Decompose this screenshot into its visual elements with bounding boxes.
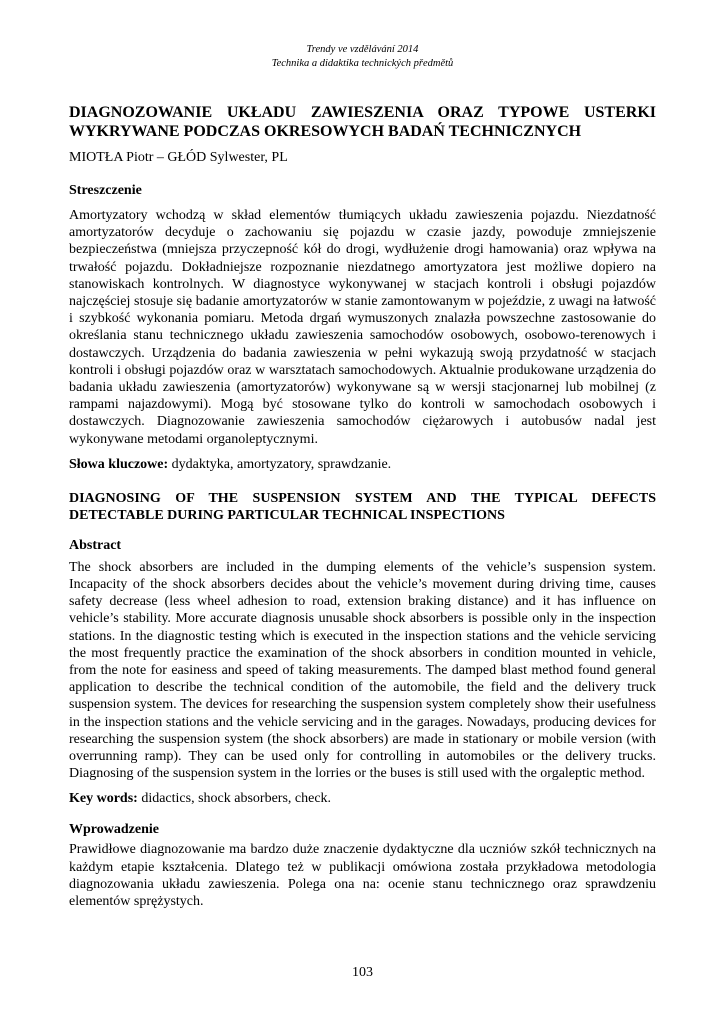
streszczenie-heading: Streszczenie <box>69 183 142 198</box>
intro-heading: Wprowadzenie <box>69 822 159 838</box>
keywords-polish-value: dydaktyka, amortyzatory, sprawdzanie. <box>168 456 392 472</box>
running-head <box>0 43 725 71</box>
abstract-heading: Abstract <box>69 537 122 553</box>
paper-title-polish: DIAGNOZOWANIE UKŁADU ZAWIESZENIA ORAZ TYPOWE USTERKI WYKRYWANE PODCZAS OKRESOWYCH BADAŃ TECHNICZNYCH <box>69 104 656 140</box>
abstract-text: The shock absorbers are included in the dumping elements of the vehicle’s suspension system. Incapacity of the shock absorbers decides about the vehicle’s movement during driving time, causes safety decrease (less wheel adhesion to road, extension braking distance) and it has influence on vehicle’s stability. More accurate diagnosis unusable shock absorbers is possible only in the inspection stations. In the diagnostic testing which is executed in the inspection stations and the vehicle servicing the most frequently practice the examination of the shock absorbers in condition mounted in vehicle, from the note for easiness and speed of taking measurements. The damped blast method found general application to describe the technical condition of the automobile, the field and the delivery truck suspension system. The devices for researching the suspension system completely show their usefulness in the inspection stations and the vehicle servicing and in the garages. Nowadays, producing devices for researching the suspension system (the shock absorbers) are made in stationary or mobile version (with overrunning ramp). They can be used only for controlling in automobiles or the delivery trucks. Diagnosing of the suspension system in the lorries or the buses is still used with the orgaleptic method. <box>69 559 656 782</box>
paper-title-english: DIAGNOSING OF THE SUSPENSION SYSTEM AND THE TYPICAL DEFECTS DETECTABLE DURING PARTICULAR TECHNICAL INSPECTIONS <box>69 490 656 524</box>
journal-name: Trendy ve vzdělávání 2014 <box>306 44 419 55</box>
authors: MIOTŁA Piotr – GŁÓD Sylwester, PL <box>69 150 288 165</box>
streszczenie-text: Amortyzatory wchodzą w skład elementów tłumiących układu zawieszenia pojazdu. Niezdatność amortyzatorów decyduje o zachowaniu się pojazdu w czasie jazdy, powoduje zmniejszenie bezpieczeństwa (mniejsza przyczepność kół do drogi, wydłużenie drogi hamowania) oraz wpływa na trwałość pojazdu. Dokładniejsze rozpoznanie niezdatnego amortyzatora jest możliwe dopiero na stanowiskach kontrolnych. W diagnostyce wykonywanej w stacjach kontroli i obsługi pojazdów najczęściej stosuje się badanie amortyzatorów w stanie zamontowanym w pojeździe, z uwagi na łatwość i szybkość wykonania pomiaru. Metoda drgań wymuszonych znalazła powszechne zastosowanie do określania stanu technicznego układu zawieszenia samochodów osobowych, osobowo-terenowych i dostawczych. Urządzenia do badania zawieszenia w pełni wykazują swoją przydatność w stacjach kontroli i obsługi pojazdów oraz w warsztatach samochodowych. Aktualnie produkowane urządzenia do badania układu zawieszenia (amortyzatorów) wykonywane są w wersji stacjonarnej lub mobilnej (z rampami najazdowymi). Mogą być stosowane tylko do kontroli w samochodach osobowych i dostawczych. Diagnozowanie zawieszenia samochodów ciężarowych i autobusów nadal jest wykonywane metodami organoleptycznymi. <box>69 208 656 447</box>
paper-content <box>69 103 656 910</box>
keywords-english-label: Key words: <box>69 791 138 807</box>
journal-subtitle: Technika a didaktika technických předmětů <box>271 58 454 69</box>
keywords-english <box>69 790 656 807</box>
page-number: 103 <box>352 965 373 980</box>
intro-text: Prawidłowe diagnozowanie ma bardzo duże znaczenie dydaktyczne dla uczniów szkół technicznych na każdym etapie kształcenia. Dlatego też w publikacji omówiona została przykładowa metodologia diagnozowania układu zawieszenia. Polega ona na: ocenie stanu technicznego oraz sprawdzeniu elementów sprężystych. <box>69 842 656 910</box>
keywords-english-value: didactics, shock absorbers, check. <box>137 791 332 807</box>
keywords-polish <box>69 456 656 473</box>
keywords-polish-label: Słowa kluczowe: <box>69 456 169 472</box>
